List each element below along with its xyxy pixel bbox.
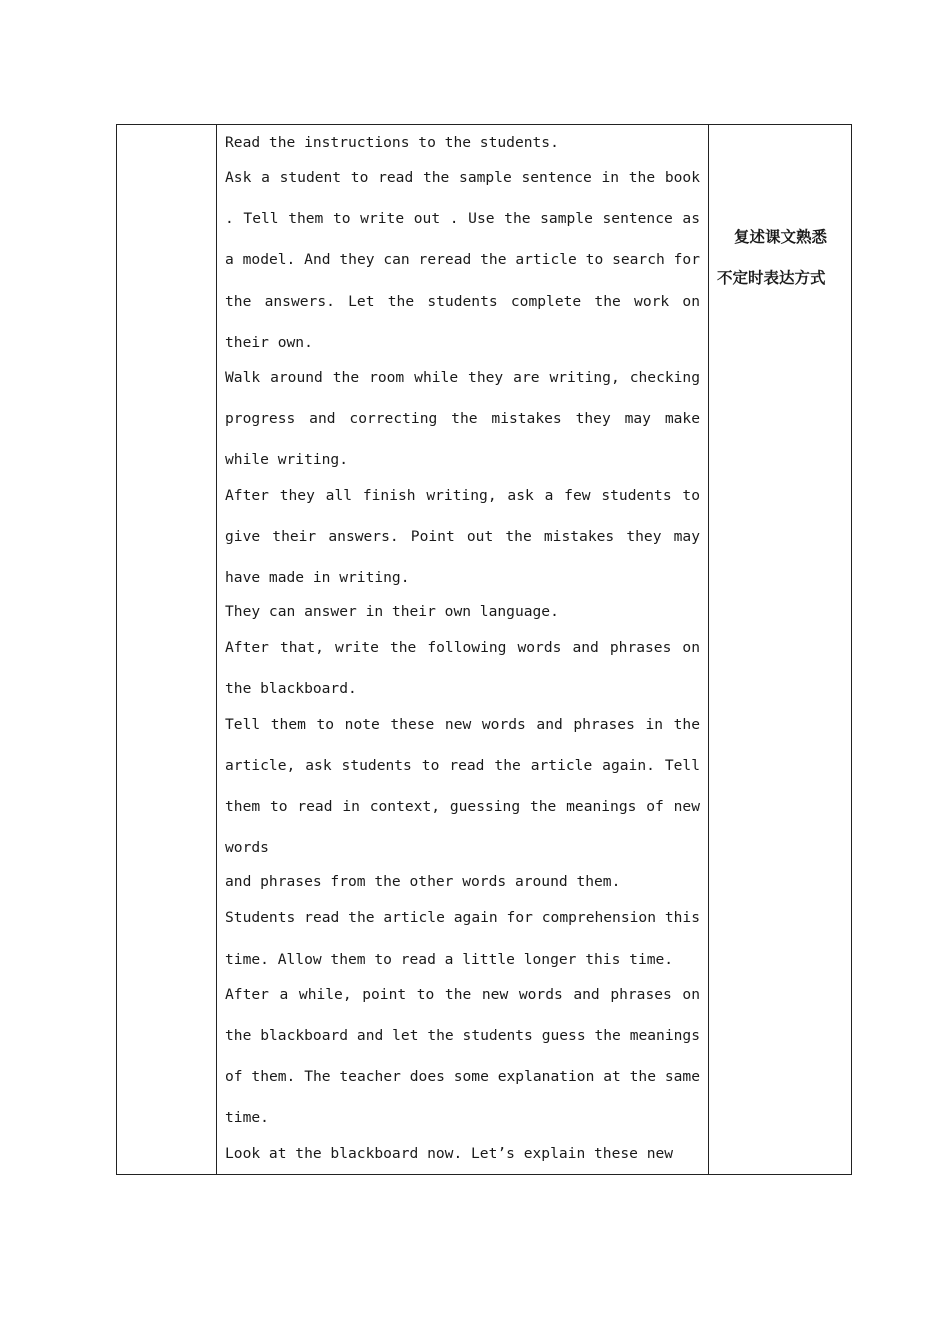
procedure-paragraph-1: Read the instructions to the students.	[225, 134, 559, 151]
left-column-cell	[117, 125, 217, 1175]
procedure-paragraph-3: Walk around the room while they are writing, checking progress and correcting the mistakes they may make while writing.	[225, 369, 700, 469]
note-line-2: 不定时表达方式	[717, 269, 826, 287]
procedure-paragraph-8: and phrases from the other words around them.	[225, 873, 621, 891]
procedure-paragraph-7: Tell them to note these new words and phrases in the article, ask students to read the article again. Tell them to read in context, guessing the meanings of new words	[225, 715, 700, 857]
notes-column-cell	[709, 125, 852, 1175]
procedure-paragraph-4: After they all finish writing, ask a few students to give their answers. Point out the mistakes they may have made in writing.	[225, 486, 700, 587]
procedure-column-cell	[217, 125, 709, 1175]
note-line-1: 复述课文熟悉	[734, 228, 828, 246]
procedure-paragraph-5: They can answer in their own language.	[225, 603, 559, 621]
procedure-paragraph-6: After that, write the following words and phrases on the blackboard.	[225, 639, 700, 698]
procedure-paragraph-2: Ask a student to read the sample sentence in the book . Tell them to write out . Use the sample sentence as a model. And they can reread the article to search for the answers. Let the students complete the work on their own.	[225, 169, 700, 351]
procedure-paragraph-10: After a while, point to the new words and phrases on the blackboard and let the students guess the meanings of them. The teacher does some explanation at the same time.	[225, 985, 700, 1127]
table-row	[117, 125, 852, 1175]
procedure-paragraph-11: Look at the blackboard now. Let’s explain these new	[225, 1144, 674, 1162]
procedure-paragraph-9: Students read the article again for comprehension this time. Allow them to read a little longer this time.	[225, 909, 700, 968]
lesson-plan-table	[116, 124, 852, 1175]
